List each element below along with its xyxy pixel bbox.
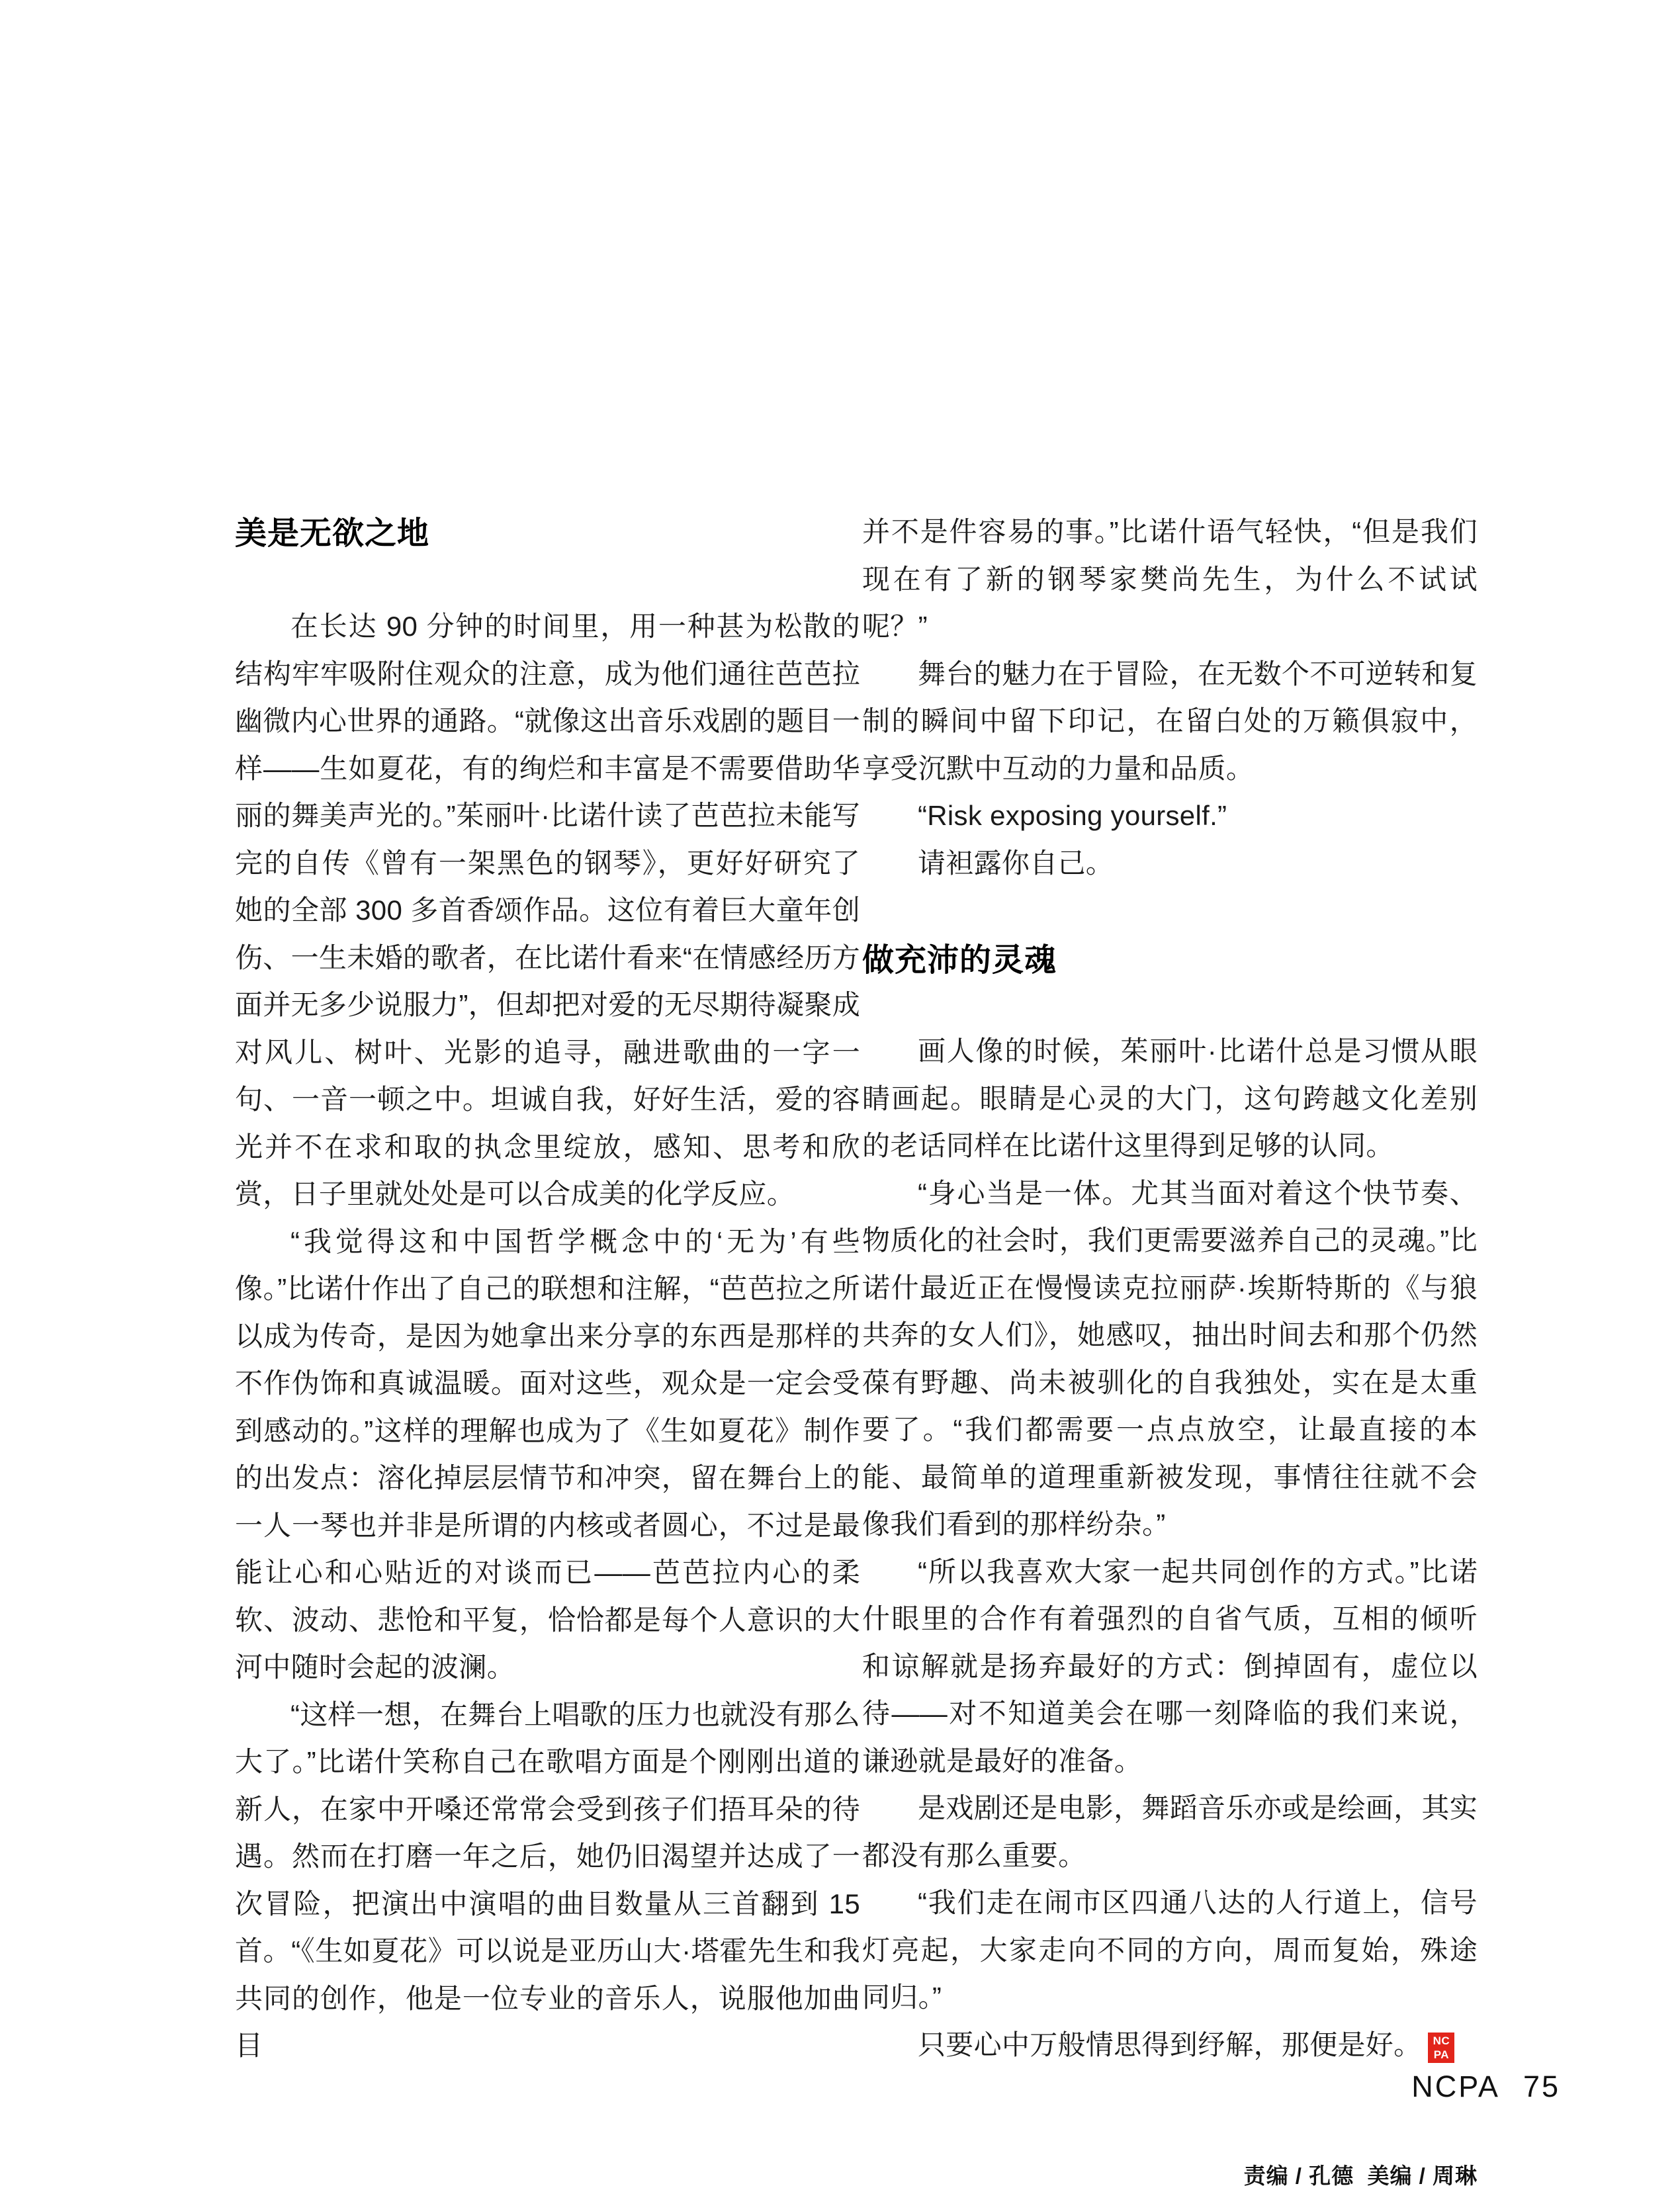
paragraph: 画人像的时候，茱丽叶·比诺什总是习惯从眼睛画起。眼睛是心灵的大门，这句跨越文化差别的老话同样在比诺什这里得到足够的认同。 <box>862 1035 1478 1161</box>
paragraph: 舞台的魅力在于冒险，在无数个不可逆转和复制的瞬间中留下印记，在留白处的万籁俱寂中，享受沉默中互动的力量和品质。 <box>862 658 1478 784</box>
article-left-column <box>235 515 860 2070</box>
paragraph: “所以我喜欢大家一起共同创作的方式。”比诺什眼里的合作有着强烈的自省气质，互相的倾听和谅解就是扬弃最好的方式：倒掉固有，虚位以待——对不知道美会在哪一刻降临的我们来说，谦逊就是最好的准备。 <box>862 1555 1478 1776</box>
section-heading-beauty: 美是无欲之地 <box>235 516 430 551</box>
paragraph: “这样一想，在舞台上唱歌的压力也就没有那么大了。”比诺什笑称自己在歌唱方面是个刚刚出道的新人，在家中开嗓还常常会受到孩子们捂耳朵的待遇。然而在打磨一年之后，她仍旧渴望并达成了一次冒险，把演出中演唱的曲目数量从三首翻到 15 首。“《生如夏花》可以说是亚历山大·塔霍先生和我共同的创作，他是一位专业的音乐人，说服他加曲目 <box>235 1698 860 2061</box>
section-heading-soul: 做充沛的灵魂 <box>862 943 1057 978</box>
article-right-column <box>862 508 1478 2188</box>
ncpa-seal-line1: NC <box>1433 2034 1450 2047</box>
closing-sentence: 只要心中万般情思得到纾解，那便是好。 <box>918 2029 1422 2060</box>
ncpa-seal-icon <box>1428 2033 1454 2063</box>
paragraph: “身心当是一体。尤其当面对着这个快节奏、物质化的社会时，我们更需要滋养自己的灵魂。”比诺什最近正在慢慢读克拉丽萨·埃斯特斯的《与狼共奔的女人们》，她感叹，抽出时间去和那个仍然葆有野趣、尚未被驯化的自我独处，实在是太重要了。“我们都需要一点点放空，让最直接的本能、最简单的道理重新被发现，事情往往就不会像我们看到的那样纷杂。” <box>862 1177 1478 1540</box>
paragraph: “我觉得这和中国哲学概念中的‘无为’有些像。”比诺什作出了自己的联想和注解，“芭芭拉之所以成为传奇，是因为她拿出来分享的东西是那样的不作伪饰和真诚温暖。面对这些，观众是一定会受到感动的。”这样的理解也成为了《生如夏花》制作的出发点：溶化掉层层情节和冲突，留在舞台上的一人一琴也并非是所谓的内核或者圆心，不过是最能让心和心贴近的对谈而已——芭芭拉内心的柔软、波动、悲怆和平复，恰恰都是每个人意识的大河中随时会起的波澜。 <box>235 1225 860 1683</box>
ncpa-seal-line2: PA <box>1433 2048 1450 2061</box>
credit-line: 责编 / 孔德 美编 / 周琳 <box>1243 2164 1478 2188</box>
english-pull-quote: “Risk exposing yourself.” <box>918 800 1227 831</box>
paragraph: 是戏剧还是电影，舞蹈音乐亦或是绘画，其实都没有那么重要。 <box>862 1792 1478 1871</box>
closing-paragraph <box>862 2021 1478 2069</box>
paragraph: “我们走在闹市区四通八达的人行道上，信号灯亮起，大家走向不同的方向，周而复始，殊途同归。” <box>862 1887 1478 2013</box>
paragraph: 请袒露你自己。 <box>918 847 1114 879</box>
paragraph: 在长达 90 分钟的时间里，用一种甚为松散的结构牢牢吸附住观众的注意，成为他们通往芭芭拉幽微内心世界的通路。“就像这出音乐戏剧的题目一样——生如夏花，有的绚烂和丰富是不需要借助华丽的舞美声光的。”茱丽叶·比诺什读了芭芭拉未能写完的自传《曾有一架黑色的钢琴》，更好好研究了她的全部 300 多首香颂作品。这位有着巨大童年创伤、一生未婚的歌者，在比诺什看来“在情感经历方面并无多少说服力”，但却把对爱的无尽期待凝聚成对风儿、树叶、光影的追寻，融进歌曲的一字一句、一音一顿之中。坦诚自我，好好生活，爱的容光并不在求和取的执念里绽放，感知、思考和欣赏，日子里就处处是可以合成美的化学反应。 <box>235 611 860 1209</box>
page-number: NCPA 75 <box>1411 2070 1560 2103</box>
paragraph-continuation: 并不是件容易的事。”比诺什语气轻快，“但是我们现在有了新的钢琴家樊尚先生，为什么不试试呢？” <box>862 516 1478 642</box>
